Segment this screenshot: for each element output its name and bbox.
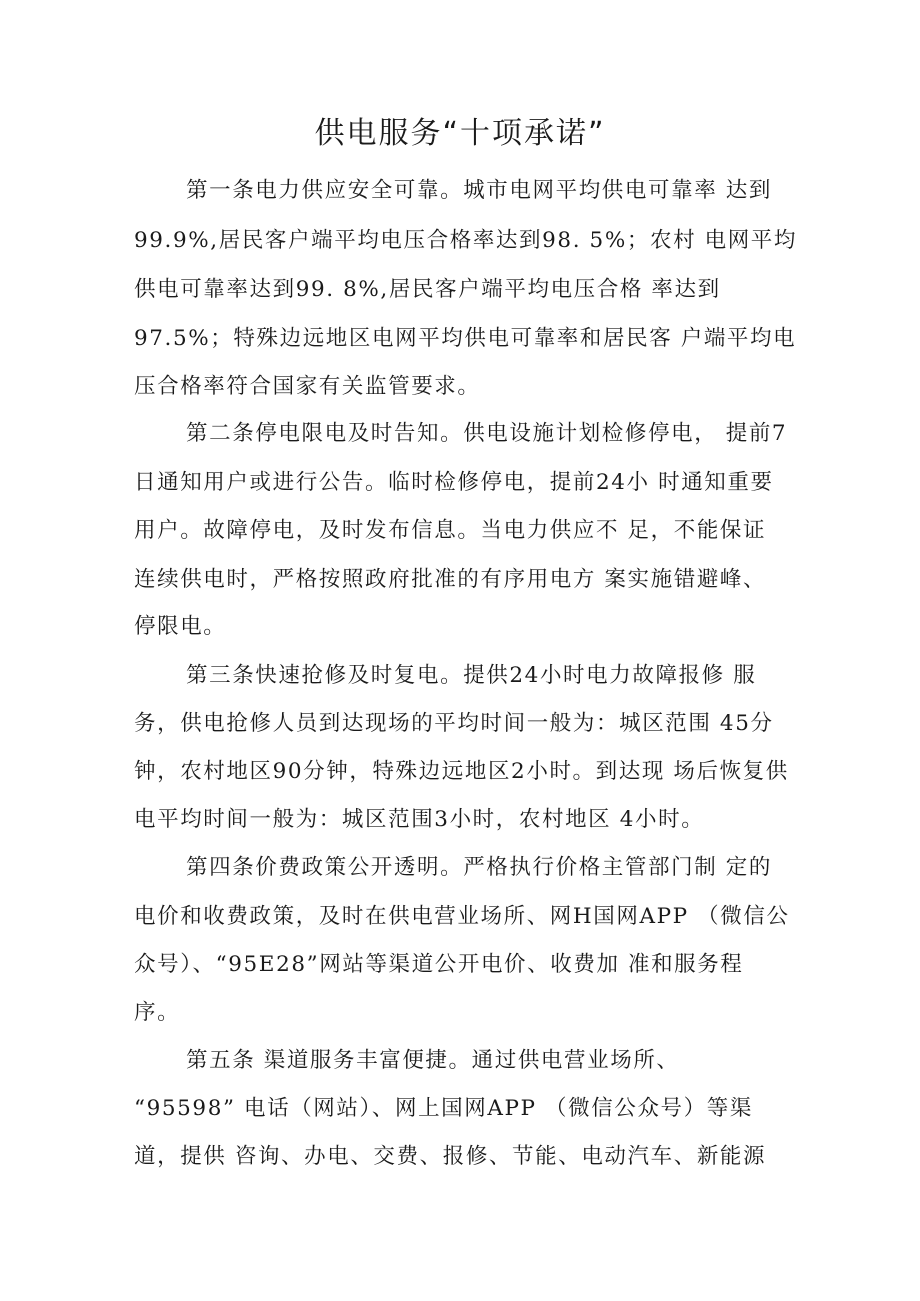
text-line: 99.9%,居民客户端平均电压合格率达到98. 5%；农村 电网平均: [134, 228, 798, 253]
text-line: 电价和收费政策，及时在供电营业场所、网H国网APP （微信公: [134, 904, 790, 929]
text-line: 第二条停电限电及时告知。供电设施计划检修停电， 提前7: [186, 421, 788, 446]
text-line: 用户。故障停电，及时发布信息。当电力供应不 足，不能保证: [134, 518, 767, 543]
document-title: 供电服务“十项承诺”: [314, 116, 606, 151]
text-line: 第五条 渠道服务丰富便捷。通过供电营业场所、: [186, 1048, 680, 1073]
text-line: “95598” 电话（网站）、网上国网APP （微信公众号）等渠: [134, 1096, 753, 1121]
text-line: 第一条电力供应安全可靠。城市电网平均供电可靠率 达到: [186, 178, 772, 203]
text-line: 钟，农村地区90分钟，特殊边远地区2小时。到达现 场后恢复供: [134, 759, 789, 784]
text-line: 电平均时间一般为：城区范围3小时，农村地区 4小时。: [134, 807, 705, 832]
text-line: 第三条快速抢修及时复电。提供24小时电力故障报修 服: [186, 663, 757, 688]
text-line: 第四条价费政策公开透明。严格执行价格主管部门制 定的: [186, 855, 772, 880]
text-line: 压合格率符合国家有关监管要求。: [134, 374, 481, 399]
text-line: 务，供电抢修人员到达现场的平均时间一般为：城区范围 45分: [134, 711, 774, 736]
text-line: 道，提供 咨询、办电、交费、报修、节能、电动汽车、新能源: [134, 1144, 767, 1169]
text-line: 97.5%；特殊边远地区电网平均供电可靠率和居民客 户端平均电: [134, 326, 797, 351]
text-line: 连续供电时，严格按照政府批准的有序用电方 案实施错避峰、: [134, 567, 767, 592]
text-line: 序。: [134, 1000, 181, 1025]
text-line: 众号）、“95E28”网站等渠道公开电价、收费加 准和服务程: [134, 952, 744, 977]
text-line: 供电可靠率达到99. 8%,居民客户端平均电压合格 率达到: [134, 277, 721, 302]
text-line: 日通知用户或进行公告。临时检修停电，提前24小 时通知重要: [134, 470, 774, 495]
text-line: 停限电。: [134, 614, 227, 639]
